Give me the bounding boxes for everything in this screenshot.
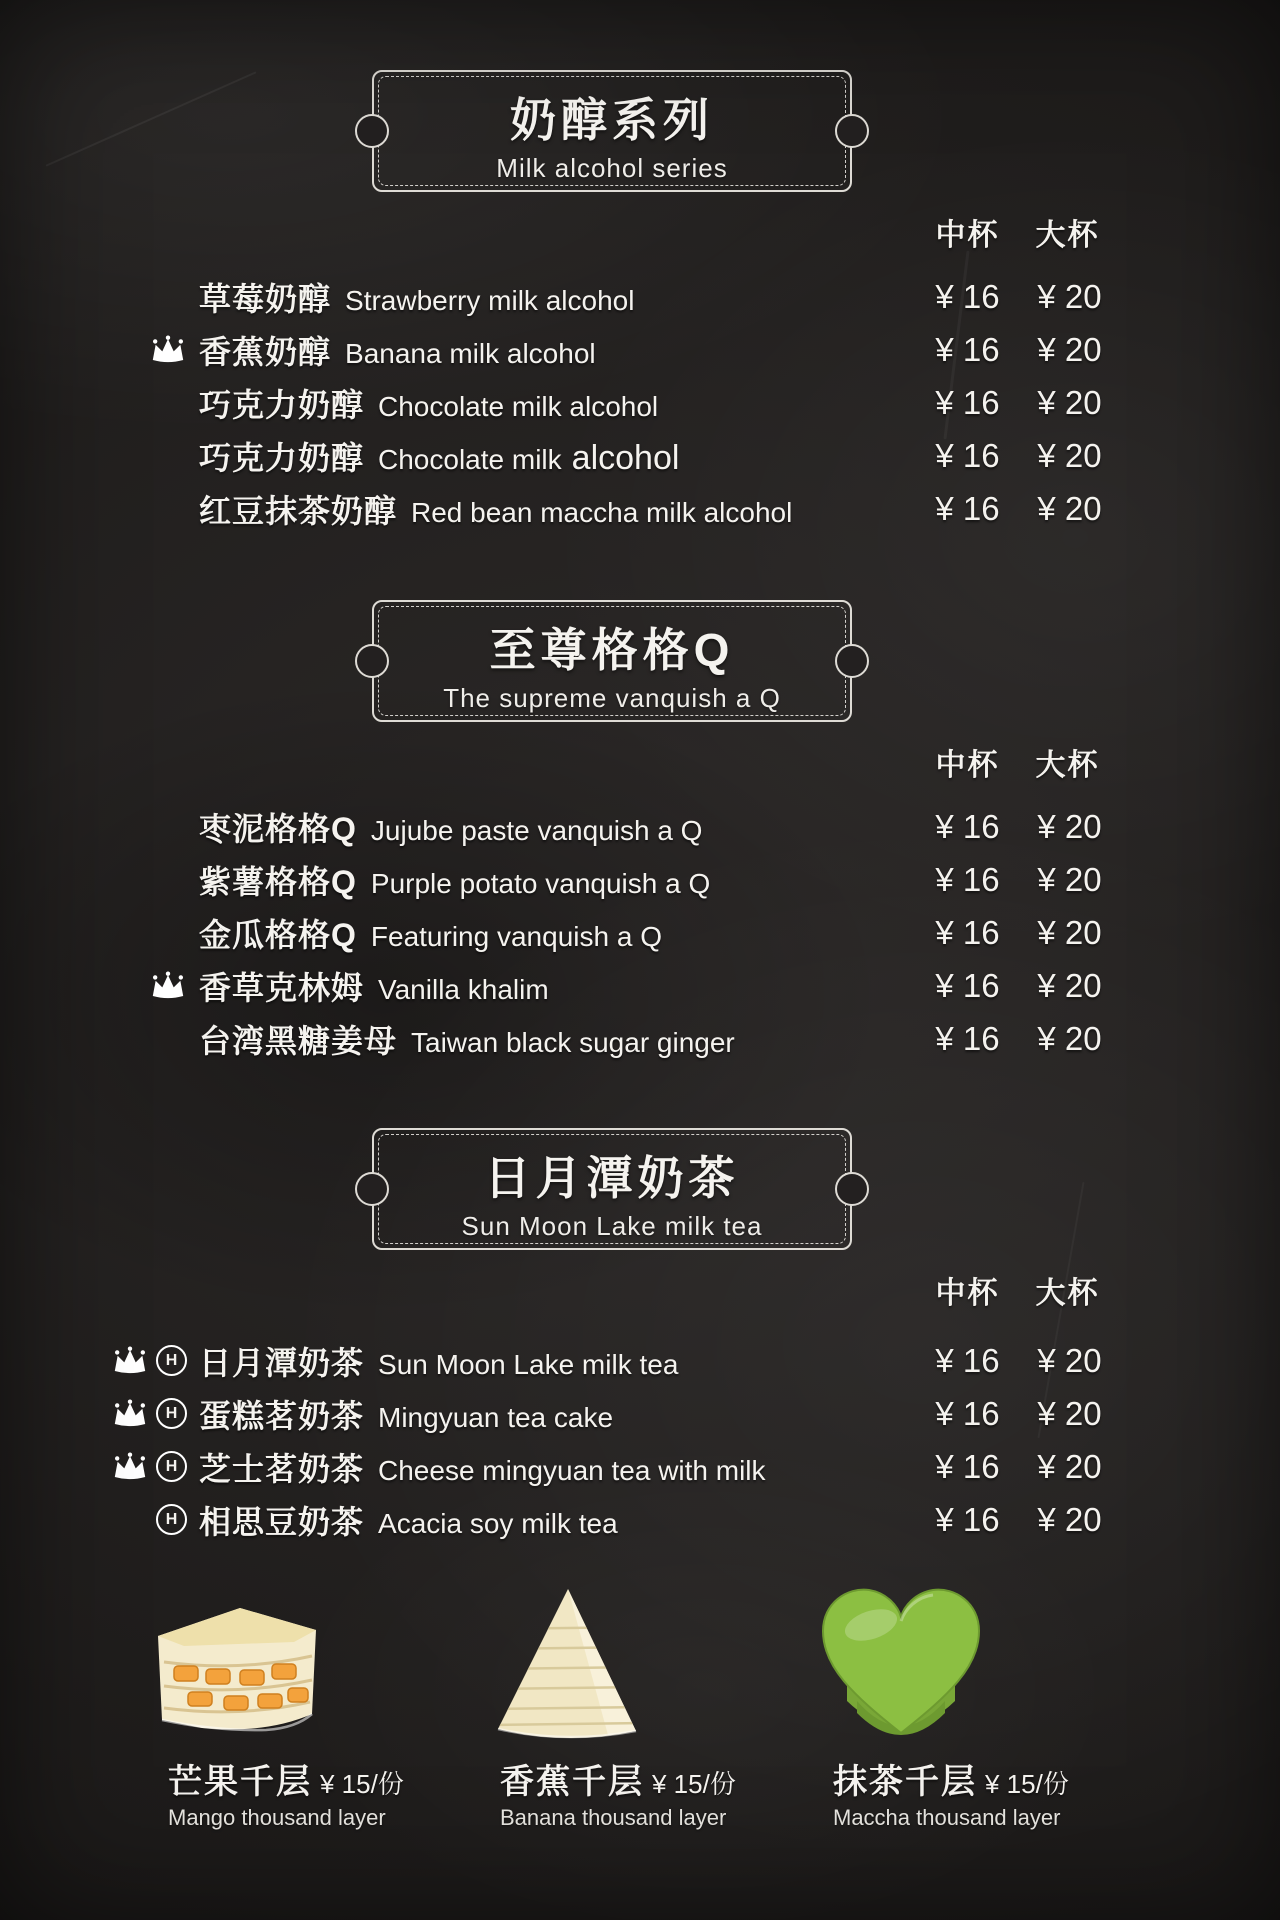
item-price-medium: ¥ 16 bbox=[935, 1500, 1000, 1538]
item-name-zh: 草莓奶醇 bbox=[199, 280, 332, 317]
item-icons bbox=[95, 971, 187, 1000]
item-name-en: Sun Moon Lake milk tea bbox=[378, 1348, 679, 1380]
dessert-name-zh: 香蕉千层 bbox=[500, 1763, 644, 1801]
item-name bbox=[187, 327, 596, 373]
dessert-showcase bbox=[0, 1550, 1280, 1880]
hot-badge-letter: H bbox=[165, 1404, 178, 1422]
dessert-price: ¥ 15/份 bbox=[320, 1769, 404, 1799]
crown-icon bbox=[149, 971, 187, 1000]
item-name-en: Acacia soy milk tea bbox=[378, 1507, 618, 1539]
item-price-medium: ¥ 16 bbox=[935, 860, 1000, 898]
item-price-large: ¥ 20 bbox=[1037, 330, 1102, 368]
menu-item-list bbox=[95, 1334, 1185, 1546]
section-title-box bbox=[372, 70, 852, 192]
price-column-headers bbox=[0, 210, 1280, 250]
item-price-large: ¥ 20 bbox=[1037, 1500, 1102, 1538]
hot-badge-icon bbox=[156, 1398, 187, 1429]
item-name-zh: 红豆抹茶奶醇 bbox=[199, 492, 398, 529]
menu-item-row bbox=[95, 429, 1185, 482]
hot-badge-icon bbox=[156, 1345, 187, 1376]
menu-item-row bbox=[95, 376, 1185, 429]
crown-icon bbox=[111, 1452, 149, 1481]
item-name-en: Banana milk alcohol bbox=[345, 337, 596, 369]
item-name bbox=[187, 1497, 618, 1543]
item-name-zh: 芝士茗奶茶 bbox=[199, 1450, 365, 1487]
item-name-zh: 枣泥格格Q bbox=[199, 810, 357, 847]
matcha-heart-cake-image bbox=[795, 1550, 1105, 1748]
crown-icon bbox=[149, 335, 187, 364]
item-price-large: ¥ 20 bbox=[1037, 436, 1102, 474]
mango-crepe-image bbox=[130, 1550, 440, 1748]
hot-badge-letter: H bbox=[165, 1457, 178, 1475]
section-title-box bbox=[372, 1128, 852, 1250]
menu-item-row bbox=[95, 800, 1185, 853]
crown-icon bbox=[111, 1399, 149, 1428]
dessert-card bbox=[462, 1550, 772, 1831]
item-name bbox=[187, 1338, 678, 1384]
menu-item-row bbox=[95, 906, 1185, 959]
dessert-card bbox=[795, 1550, 1105, 1831]
menu-item-row bbox=[95, 853, 1185, 906]
item-price-medium: ¥ 16 bbox=[935, 383, 1000, 421]
menu-item-row bbox=[95, 482, 1185, 535]
item-price-large: ¥ 20 bbox=[1037, 383, 1102, 421]
item-name-en: Chocolate milk alcohol bbox=[378, 390, 659, 422]
item-name-en: Cheese mingyuan tea with milk bbox=[378, 1454, 766, 1486]
item-name-en: Strawberry milk alcohol bbox=[345, 284, 635, 316]
item-icons bbox=[95, 1345, 187, 1376]
column-header-large-cup: 大杯 bbox=[1035, 219, 1100, 252]
item-name-en: Mingyuan tea cake bbox=[378, 1401, 614, 1433]
menu-item-row bbox=[95, 1387, 1185, 1440]
item-price-medium: ¥ 16 bbox=[935, 1019, 1000, 1057]
item-name-en: Vanilla khalim bbox=[378, 973, 549, 1005]
menu-item-row bbox=[95, 323, 1185, 376]
column-header-medium-cup: 中杯 bbox=[935, 1277, 1000, 1310]
item-price-large: ¥ 20 bbox=[1037, 1341, 1102, 1379]
section-title-en: Milk alcohol series bbox=[496, 153, 728, 183]
dessert-name-en: Mango thousand layer bbox=[168, 1805, 386, 1830]
item-price-medium: ¥ 16 bbox=[935, 807, 1000, 845]
item-price-medium: ¥ 16 bbox=[935, 330, 1000, 368]
item-price-large: ¥ 20 bbox=[1037, 277, 1102, 315]
section-title-zh: 奶醇系列 bbox=[510, 94, 714, 146]
item-price-medium: ¥ 16 bbox=[935, 436, 1000, 474]
item-name bbox=[187, 380, 658, 426]
column-header-large-cup: 大杯 bbox=[1035, 1277, 1100, 1310]
menu-item-row bbox=[95, 1440, 1185, 1493]
item-name bbox=[187, 1444, 766, 1490]
item-price-large: ¥ 20 bbox=[1037, 860, 1102, 898]
section-supreme-vanquish-q bbox=[0, 600, 1280, 1160]
item-price-large: ¥ 20 bbox=[1037, 1394, 1102, 1432]
item-name bbox=[187, 857, 710, 903]
menu-item-row bbox=[95, 1012, 1185, 1065]
section-title-en: The supreme vanquish a Q bbox=[443, 683, 781, 713]
item-icons bbox=[95, 335, 187, 364]
menu-item-row bbox=[95, 1493, 1185, 1546]
item-name bbox=[187, 910, 662, 956]
column-header-medium-cup: 中杯 bbox=[935, 219, 1000, 252]
item-name-zh: 紫薯格格Q bbox=[199, 863, 357, 900]
item-price-medium: ¥ 16 bbox=[935, 1447, 1000, 1485]
item-name bbox=[187, 804, 702, 850]
item-price-large: ¥ 20 bbox=[1037, 489, 1102, 527]
dessert-label bbox=[130, 1754, 440, 1831]
section-title-en: Sun Moon Lake milk tea bbox=[461, 1211, 763, 1241]
item-name bbox=[187, 486, 792, 532]
dessert-name-zh: 抹茶千层 bbox=[833, 1763, 977, 1801]
item-price-large: ¥ 20 bbox=[1037, 807, 1102, 845]
item-price-large: ¥ 20 bbox=[1037, 1447, 1102, 1485]
column-header-large-cup: 大杯 bbox=[1035, 749, 1100, 782]
item-name-en: Red bean maccha milk alcohol bbox=[411, 496, 793, 528]
dessert-name-en: Banana thousand layer bbox=[500, 1805, 727, 1830]
hot-badge-icon bbox=[156, 1451, 187, 1482]
menu-item-row bbox=[95, 1334, 1185, 1387]
menu-item-list bbox=[95, 270, 1185, 535]
hot-badge-icon bbox=[156, 1504, 187, 1535]
item-price-medium: ¥ 16 bbox=[935, 1341, 1000, 1379]
crown-icon bbox=[111, 1346, 149, 1375]
item-name-en: Purple potato vanquish a Q bbox=[370, 867, 711, 899]
item-name-en: Taiwan black sugar ginger bbox=[411, 1026, 735, 1058]
item-name-zh: 香蕉奶醇 bbox=[199, 333, 332, 370]
item-name-zh: 台湾黑糖姜母 bbox=[199, 1022, 398, 1059]
section-title-zh: 日月潭奶茶 bbox=[484, 1152, 740, 1204]
item-name-zh: 巧克力奶醇 bbox=[199, 439, 365, 476]
item-name-zh: 香草克林姆 bbox=[199, 969, 365, 1006]
item-name-en: Featuring vanquish a Q bbox=[370, 920, 662, 952]
item-icons bbox=[95, 1504, 187, 1535]
item-name-zh: 巧克力奶醇 bbox=[199, 386, 365, 423]
section-milk-alcohol-series bbox=[0, 70, 1280, 630]
item-name bbox=[187, 274, 634, 320]
item-name-zh: 金瓜格格Q bbox=[199, 916, 357, 953]
item-price-medium: ¥ 16 bbox=[935, 913, 1000, 951]
column-header-medium-cup: 中杯 bbox=[935, 749, 1000, 782]
item-name bbox=[187, 433, 679, 479]
item-name-en: Chocolate milk bbox=[378, 443, 562, 475]
dessert-price: ¥ 15/份 bbox=[652, 1769, 736, 1799]
item-name-zh: 日月潭奶茶 bbox=[199, 1344, 365, 1381]
dessert-label bbox=[795, 1754, 1105, 1831]
item-name-zh: 蛋糕茗奶茶 bbox=[199, 1397, 365, 1434]
hot-badge-letter: H bbox=[165, 1510, 178, 1528]
price-column-headers bbox=[0, 740, 1280, 780]
item-price-medium: ¥ 16 bbox=[935, 966, 1000, 1004]
dessert-name-en: Maccha thousand layer bbox=[833, 1805, 1061, 1830]
menu-item-list bbox=[95, 800, 1185, 1065]
item-icons bbox=[95, 1398, 187, 1429]
dessert-name-zh: 芒果千层 bbox=[168, 1763, 312, 1801]
item-name bbox=[187, 1016, 735, 1062]
dessert-label bbox=[462, 1754, 772, 1831]
item-name bbox=[187, 1391, 613, 1437]
item-price-medium: ¥ 16 bbox=[935, 1394, 1000, 1432]
menu-item-row bbox=[95, 270, 1185, 323]
item-name bbox=[187, 963, 549, 1009]
item-name-en-large: alcohol bbox=[571, 438, 680, 477]
item-price-large: ¥ 20 bbox=[1037, 966, 1102, 1004]
hot-badge-letter: H bbox=[165, 1351, 178, 1369]
menu-item-row bbox=[95, 959, 1185, 1012]
item-price-medium: ¥ 16 bbox=[935, 489, 1000, 527]
section-title-box bbox=[372, 600, 852, 722]
item-price-large: ¥ 20 bbox=[1037, 913, 1102, 951]
dessert-price: ¥ 15/份 bbox=[985, 1769, 1069, 1799]
item-name-zh: 相思豆奶茶 bbox=[199, 1503, 365, 1540]
dessert-card bbox=[130, 1550, 440, 1831]
item-price-medium: ¥ 16 bbox=[935, 277, 1000, 315]
banana-crepe-image bbox=[462, 1550, 772, 1748]
item-icons bbox=[95, 1451, 187, 1482]
item-name-en: Jujube paste vanquish a Q bbox=[370, 814, 703, 846]
price-column-headers bbox=[0, 1268, 1280, 1308]
item-price-large: ¥ 20 bbox=[1037, 1019, 1102, 1057]
section-title-zh: 至尊格格Q bbox=[489, 624, 735, 676]
